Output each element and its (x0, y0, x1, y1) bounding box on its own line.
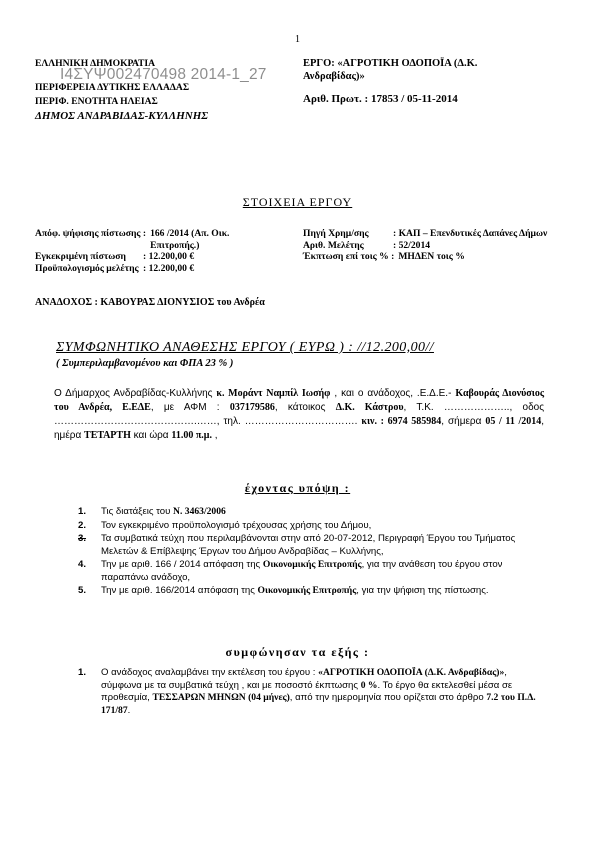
info-row (35, 228, 280, 251)
page-number: 1 (295, 34, 300, 45)
info-value: ΜΗΔΕΝ τοις % (398, 251, 465, 262)
item-text: Τις διατάξεις του (101, 506, 171, 517)
intro-text: , Τ.Κ. ……………….., οδος …………………………………….……, τηλ. ……………………………. (54, 402, 545, 427)
info-row (35, 251, 280, 263)
agreed-list (78, 667, 538, 718)
item-number: 3. (78, 533, 87, 544)
item-text: Τον εγκεκριμένο προϋπολογισμό τρέχουσας χρήσης του Δήμου, (101, 519, 372, 531)
residence: Δ.Κ. Κάστρου (335, 402, 404, 413)
item-text: , για την ψήφιση της πίστωσης. (356, 585, 489, 596)
info-value: : 12.200,00 € (143, 251, 195, 262)
intro-text: , (214, 430, 218, 441)
contractor-name: Καβουράς Διονύσιος του Ανδρέα, Ε.ΕΔΕ (54, 388, 545, 413)
item-number: 1. (78, 506, 87, 517)
info-value: : 52/2014 (393, 239, 431, 251)
item-text: Τα συμβατικά τεύχη που περιλαμβάνονται στην από 20-07-2012, Περιγραφή Έργου του Τμήματος Μελετών & Επίβλεψης Έργων του Δήμου Ανδραβίδας – Κυλλήνης, (101, 533, 516, 557)
info-value: 166 /2014 (Απ. Οικ. Επιτροπής.) (150, 228, 230, 251)
contract-title: ΣΥΜΦΩΝΗΤΙΚΟ ΑΝΑΘΕΣΗΣ ΕΡΓΟΥ ( ΕΥΡΩ ) : //12.200,00// (56, 340, 434, 355)
info-key: Προϋπολογισμός μελέτης (35, 262, 139, 274)
section-title: ΣΤΟΙΧΕΙΑ ΕΡΓΟΥ (242, 195, 353, 209)
item-text: Την με αριθ. 166 / 2014 απόφαση της (101, 559, 261, 570)
info-row (303, 251, 548, 263)
intro-text: , κάτοικος (274, 402, 326, 413)
contractor-line: ΑΝΑΔΟΧΟΣ : ΚΑΒΟΥΡΑΣ ΔΙΟΝΥΣΙΟΣ του Ανδρέα (35, 297, 265, 308)
mobile-phone: κιν. : 6974 585984 (361, 416, 442, 427)
info-row (303, 228, 548, 240)
intro-text: , σήμερα (441, 416, 482, 427)
tax-id: 037179586 (229, 402, 275, 413)
intro-text: , ημέρα (54, 416, 545, 441)
info-value: : ΚΑΠ – Επενδυτικές Δαπάνες Δήμων (393, 228, 548, 239)
intro-text: Ο Δήμαρχος Ανδραβίδας-Κυλλήνης (54, 388, 213, 399)
info-value: : 12.200,00 € (143, 262, 195, 274)
agreed-heading: συμφώνησαν τα εξής : (225, 645, 370, 659)
project-header-block (303, 57, 533, 106)
info-row (35, 263, 280, 275)
item-text: Την με αριθ. 166/2014 απόφαση της (101, 585, 255, 596)
item-number: 4. (78, 559, 87, 570)
contract-date: 05 / 11 /2014 (485, 416, 542, 427)
deadline: ΤΕΣΣΑΡΩΝ ΜΗΝΩΝ (04 μήνες) (152, 692, 290, 703)
authority-line-2: ΠΕΡΙΦΕΡΕΙΑ ΔΥΤΙΚΗΣ ΕΛΛΑΔΑΣ (35, 82, 190, 93)
info-key: Αριθ. Μελέτης (303, 239, 364, 251)
authority-line-1: ΕΛΛΗΝΙΚΗ ΔΗΜΟΚΡΑΤΙΑ (35, 58, 156, 69)
contract-subtitle: ( Συμπεριλαμβανομένου και ΦΠΑ 23 % ) (56, 358, 234, 369)
mayor-name: κ. Μοράντ Ναμπίλ Ιωσήφ (216, 388, 331, 399)
considering-heading: έχοντας υπόψη : (244, 481, 351, 495)
list-item (78, 559, 538, 584)
decree-reference: 7.2 του Π.Δ. 171/87 (101, 692, 536, 716)
info-key: Πηγή Χρημ/σης (303, 228, 369, 239)
discount-percent: 0 % (360, 679, 378, 691)
info-key: Εγκεκριμένη πίστωση (35, 251, 126, 262)
document-id-watermark: Ι4ΣΥΨ002470498 2014-1_27 (60, 66, 267, 83)
item-text: , για την ανάθεση του έργου στον παραπάνω ανάδοχο, (101, 559, 503, 583)
info-key: Έκπτωση επί τοις % : (303, 251, 395, 262)
item-text: . Το έργο θα εκτελεσθεί μέσα σε προθεσμία, (101, 679, 513, 703)
item-number: 5. (78, 585, 87, 596)
project-name: ΕΡΓΟ: «ΑΓΡΟΤΙΚΗ ΟΔΟΠΟΪΑ (Δ.Κ. Ανδραβίδας)» (303, 58, 478, 82)
protocol-number: Αριθ. Πρωτ. : 17853 / 05-11-2014 (303, 93, 458, 105)
authority-line-3: ΠΕΡΙΦ. ΕΝΟΤΗΤΑ ΗΛΕΙΑΣ (35, 96, 158, 107)
considering-list (78, 506, 538, 599)
list-item (78, 520, 538, 533)
item-text: Ο ανάδοχος αναλαμβάνει την εκτέλεση του έργου : (101, 667, 316, 678)
item-number: 2. (78, 519, 87, 531)
item-text: . (127, 704, 131, 716)
authority-line-4: ΔΗΜΟΣ ΑΝΔΡΑΒΙΔΑΣ-ΚΥΛΛΗΝΗΣ (35, 110, 209, 122)
intro-text: , και ο ανάδοχος, .Ε.Δ.Ε.- (334, 388, 452, 399)
item-law: Ν. 3463/2006 (173, 506, 226, 517)
list-item (78, 533, 538, 558)
list-item (78, 585, 538, 598)
item-committee: Οικονομικής Επιτροπής (262, 559, 362, 570)
info-key: Απόφ. ψήφισης πίστωσης : (35, 228, 147, 239)
list-item (78, 667, 538, 717)
intro-text: , με ΑΦΜ : (150, 402, 220, 413)
item-committee: Οικονομικής Επιτροπής (257, 585, 357, 596)
project-title: «ΑΓΡΟΤΙΚΗ ΟΔΟΠΟΪΑ (Δ.Κ. Ανδραβίδας)» (318, 667, 505, 678)
item-text: , από την ημερομηνία που ορίζεται στο άρθρο (289, 692, 484, 703)
contract-time: 11.00 π.μ. (171, 430, 212, 441)
intro-text: και ώρα (133, 430, 169, 441)
list-item (78, 506, 538, 519)
item-number: 1. (78, 667, 87, 678)
project-info-left (35, 228, 280, 274)
info-row (303, 240, 548, 252)
item-text: , σύμφωνα με τα συμβατικά τεύχη , και με ποσοστό έκπτωσης (101, 667, 507, 691)
contract-weekday: ΤΕΤΑΡΤΗ (84, 430, 131, 441)
project-info-right (303, 228, 548, 263)
intro-paragraph (54, 387, 544, 443)
